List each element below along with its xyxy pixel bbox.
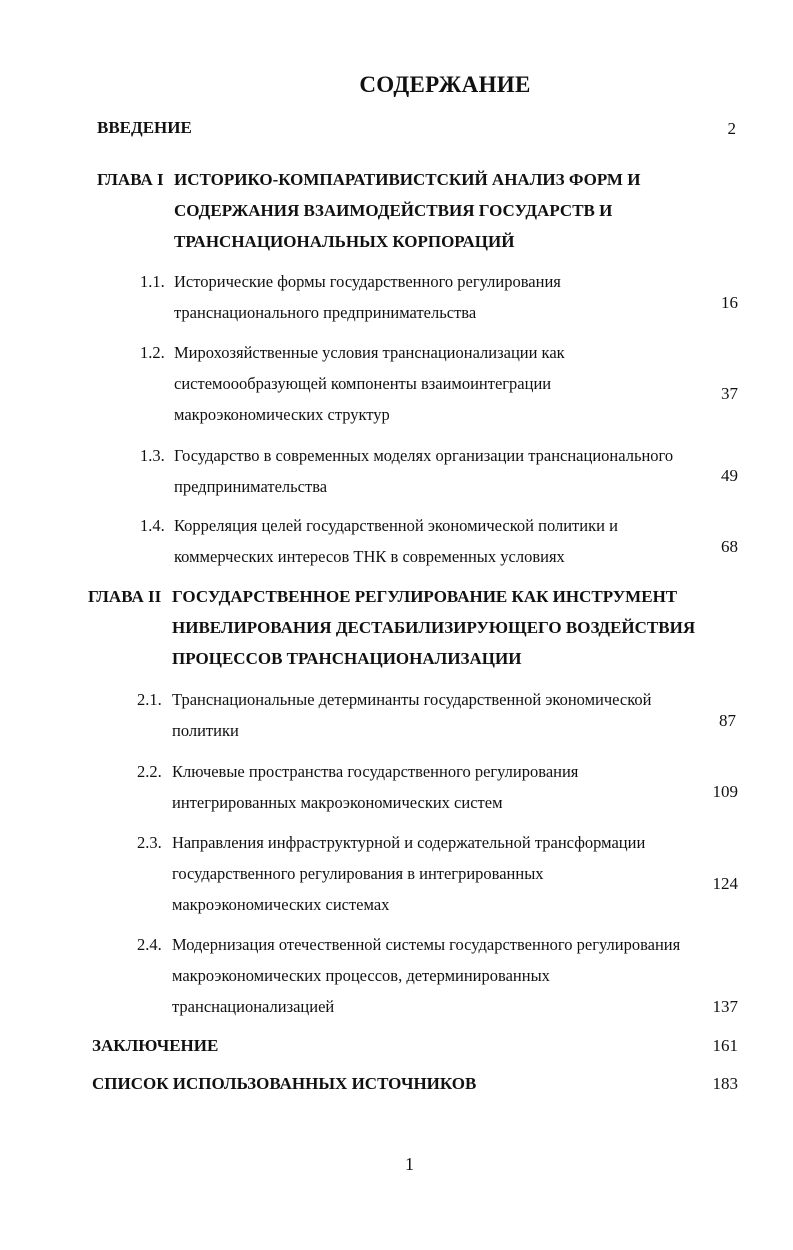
section-2-4-line1: Модернизация отечественной системы государственного регулирования: [172, 935, 681, 954]
chapter2-title-line3: ПРОЦЕССОВ ТРАНСНАЦИОНАЛИЗАЦИИ: [172, 649, 522, 668]
chapter2-label: ГЛАВА II: [88, 587, 162, 606]
section-1-3-line2: предпринимательства: [174, 477, 328, 496]
section-1-2-line1: Мирохозяйственные условия транснационализации как: [174, 343, 565, 362]
section-2-4-line3: транснационализацией: [172, 997, 335, 1016]
chapter1-title-line2: СОДЕРЖАНИЯ ВЗАИМОДЕЙСТВИЯ ГОСУДАРСТВ И: [174, 201, 613, 220]
chapter2-title-line1: ГОСУДАРСТВЕННОЕ РЕГУЛИРОВАНИЕ КАК ИНСТРУМЕНТ: [172, 587, 678, 606]
section-1-3-line1: Государство в современных моделях организации транснационального: [174, 446, 674, 465]
section-2-1-line2: политики: [172, 721, 239, 740]
section-1-1-number: 1.1.: [140, 272, 165, 291]
section-1-2-page: 37: [721, 384, 738, 403]
section-2-3-page: 124: [712, 874, 738, 893]
chapter2-title-line2: НИВЕЛИРОВАНИЯ ДЕСТАБИЛИЗИРУЮЩЕГО ВОЗДЕЙСТВИЯ: [172, 618, 696, 637]
section-1-1-page: 16: [721, 293, 738, 312]
toc-conclusion-label: ЗАКЛЮЧЕНИЕ: [92, 1036, 219, 1055]
section-1-4-line1: Корреляция целей государственной экономической политики и: [174, 516, 618, 535]
page-title: СОДЕРЖАНИЕ: [359, 72, 531, 97]
section-2-3-number: 2.3.: [137, 833, 162, 852]
section-2-3-line2: государственного регулирования в интегрированных: [172, 864, 544, 883]
section-1-4-number: 1.4.: [140, 516, 165, 535]
section-2-1-number: 2.1.: [137, 690, 162, 709]
section-1-1-line2: транснационального предпринимательства: [174, 303, 477, 322]
chapter1-label: ГЛАВА I: [97, 170, 164, 189]
section-1-2-line2: системоообразующей компоненты взаимоинтеграции: [174, 374, 552, 393]
section-2-1-line1: Транснациональные детерминанты государственной экономической: [172, 690, 652, 709]
section-2-2-number: 2.2.: [137, 762, 162, 781]
section-1-2-number: 1.2.: [140, 343, 165, 362]
section-1-3-number: 1.3.: [140, 446, 165, 465]
section-2-4-line2: макроэкономических процессов, детерминированных: [172, 966, 550, 985]
section-2-4-page: 137: [712, 997, 738, 1016]
section-1-4-line2: коммерческих интересов ТНК в современных условиях: [174, 547, 565, 566]
toc-sources-label: СПИСОК ИСПОЛЬЗОВАННЫХ ИСТОЧНИКОВ: [92, 1074, 477, 1093]
toc-intro-label: ВВЕДЕНИЕ: [97, 118, 192, 137]
section-1-1-line1: Исторические формы государственного регулирования: [174, 272, 561, 291]
toc-conclusion-page: 161: [712, 1036, 738, 1055]
section-1-3-page: 49: [721, 466, 738, 485]
section-1-2-line3: макроэкономических структур: [174, 405, 390, 424]
page-number: 1: [405, 1154, 414, 1174]
section-2-2-line1: Ключевые пространства государственного регулирования: [172, 762, 579, 781]
toc-intro-page: 2: [727, 119, 736, 138]
section-2-2-line2: интегрированных макроэкономических систем: [172, 793, 503, 812]
section-2-4-number: 2.4.: [137, 935, 162, 954]
section-2-3-line1: Направления инфраструктурной и содержательной трансформации: [172, 833, 646, 852]
section-2-3-line3: макроэкономических системах: [172, 895, 390, 914]
toc-sources-page: 183: [712, 1074, 738, 1093]
chapter1-title-line3: ТРАНСНАЦИОНАЛЬНЫХ КОРПОРАЦИЙ: [174, 232, 515, 251]
section-2-2-page: 109: [712, 782, 738, 801]
section-2-1-page: 87: [719, 711, 736, 730]
section-1-4-page: 68: [721, 537, 738, 556]
chapter1-title-line1: ИСТОРИКО-КОМПАРАТИВИСТСКИЙ АНАЛИЗ ФОРМ И: [174, 170, 641, 189]
